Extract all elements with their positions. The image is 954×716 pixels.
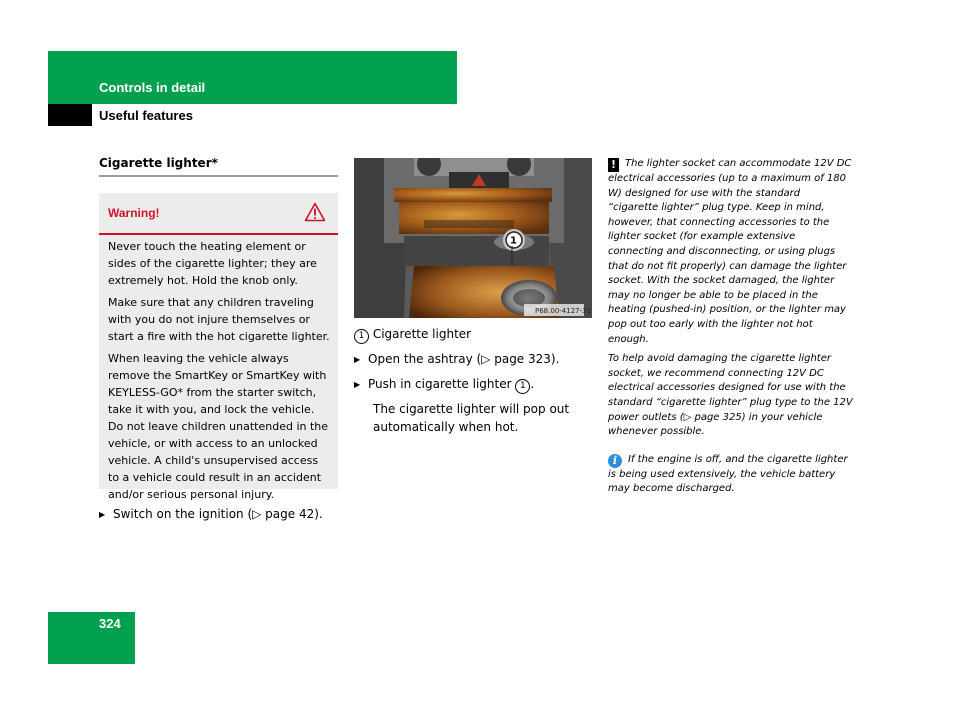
photo-caption xyxy=(354,325,594,344)
instruction-step xyxy=(354,375,594,394)
warning-box xyxy=(99,193,338,501)
warning-paragraph: When leaving the vehicle always remove the SmartKey or SmartKey with KEYLESS-GO* from the starter switch, take it with you, and lock the vehicle. Do not leave children unattended in the vehicle, or with access to an unlocked vehicle. A child's unsupervised access to a vehicle could result in an accident and/or serious personal injury. xyxy=(108,352,329,501)
info-icon: i xyxy=(608,454,622,468)
step-end: . xyxy=(530,377,535,391)
caption-number-icon: 1 xyxy=(354,329,369,344)
middle-column xyxy=(354,325,594,436)
caption-text: Cigarette lighter xyxy=(372,327,472,341)
page-number-box xyxy=(48,612,135,664)
warning-header xyxy=(99,193,338,235)
console-illustration xyxy=(354,158,592,318)
step-arrow-icon: ▶ xyxy=(354,380,361,389)
page-number: 324 xyxy=(99,616,121,631)
step-text: Switch on the ignition (▷ page 42). xyxy=(113,507,323,521)
step-text: Open the ashtray (▷ page 323). xyxy=(368,352,560,366)
warning-triangle-icon xyxy=(304,202,326,222)
page-heading: Cigarette lighter* xyxy=(99,156,218,170)
heading-rule xyxy=(99,175,338,177)
info-paragraph xyxy=(608,453,853,497)
step-text: Push in cigarette lighter xyxy=(368,377,516,391)
header-band xyxy=(48,51,457,104)
notice-paragraph xyxy=(608,157,853,347)
advice-paragraph: To help avoid damaging the cigarette lighter socket, we recommend connecting 12V DC electrical accessories designed for use with the standard “cigarette lighter” plug type to the 12V power outlets (▷ page 325) in your vehicle whenever possible. xyxy=(608,353,853,438)
warning-body xyxy=(108,238,332,508)
ref-number-icon: 1 xyxy=(515,379,530,394)
step-result: The cigarette lighter will pop out automatically when hot. xyxy=(373,402,570,434)
instruction-step xyxy=(354,350,594,369)
warning-paragraph: Make sure that any children traveling with you do not injure themselves or start a fire with the hot cigarette lighter. xyxy=(108,296,330,343)
warning-label: Warning! xyxy=(108,206,160,220)
right-column xyxy=(608,157,853,502)
step-arrow-icon: ▶ xyxy=(354,355,361,364)
section-marker xyxy=(48,104,92,126)
section-title: Controls in detail xyxy=(99,80,206,95)
subsection-title: Useful features xyxy=(99,108,193,123)
cigarette-lighter-photo xyxy=(354,158,592,318)
info-text: If the engine is off, and the cigarette lighter is being used extensively, the vehicle battery may become discharged. xyxy=(608,453,848,495)
warning-paragraph: Never touch the heating element or sides of the cigarette lighter; they are extremely hot. Hold the knob only. xyxy=(108,240,317,287)
exclamation-icon: ! xyxy=(608,158,619,172)
instruction-step xyxy=(99,505,338,524)
callout-number: 1 xyxy=(510,235,517,247)
image-code: P68.00-4127-31 xyxy=(535,307,592,315)
step-arrow-icon: ▶ xyxy=(99,510,106,519)
notice-text: The lighter socket can accommodate 12V DC electrical accessories (up to a maximum of 180 W) designed for use with the standard “cigarette lighter” plug type. Keep in mind, however, that connecting accessories to the lighter socket (for example extensive connecting and disconnecting, or using plugs that do not fit properly) can damage the lighter socket. With the socket damaged, the lighter may no longer be able to be placed in the heating (pushed-in) position, or the lighter may pop out too early with the lighter not hot enough. xyxy=(608,158,852,345)
